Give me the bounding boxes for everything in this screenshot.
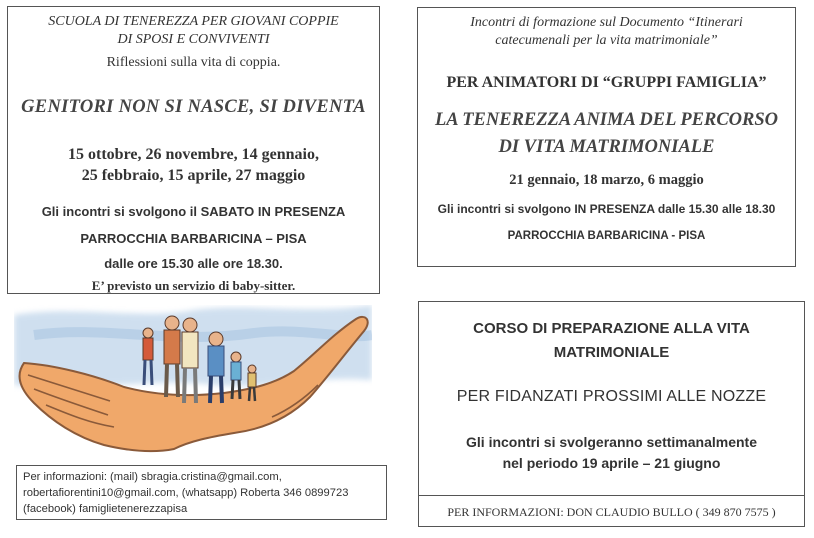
intro-line-2: catecumenali per la vita matrimoniale” bbox=[495, 33, 718, 48]
animators-audience: PER ANIMATORI DI “GRUPPI FAMIGLIA” bbox=[446, 74, 767, 91]
meeting-hours: dalle ore 15.30 alle ore 18.30. bbox=[104, 256, 283, 271]
parenting-title: GENITORI NON SI NASCE, SI DIVENTA bbox=[21, 97, 366, 117]
tenderness-title bbox=[418, 107, 795, 161]
contact-info-box bbox=[16, 465, 387, 520]
school-heading-line-2: DI SPOSI E CONVIVENTI bbox=[117, 32, 270, 47]
parish-location: PARROCCHIA BARBARICINA – PISA bbox=[80, 231, 307, 246]
animators-dates: 21 gennaio, 18 marzo, 6 maggio bbox=[509, 172, 704, 188]
family-group-animators-box bbox=[417, 7, 796, 267]
contact-line-email: Per informazioni: (mail) sbragia.cristina@gmail.com, bbox=[23, 471, 282, 483]
engaged-couples-audience: PER FIDANZATI PROSSIMI ALLE NOZZE bbox=[456, 388, 767, 405]
meeting-day-info: Gli incontri si svolgono il SABATO IN PRESENZA bbox=[41, 204, 346, 219]
school-heading-line-1: SCUOLA DI TENEREZZA PER GIOVANI COPPIE bbox=[48, 14, 339, 29]
contact-line-whatsapp: robertafiorentini10@gmail.com, (whatsapp) Roberta 346 0899723 bbox=[23, 487, 349, 499]
babysitter-note: E’ previsto un servizio di baby-sitter. bbox=[91, 278, 296, 293]
school-subtitle: Riflessioni sulla vita di coppia. bbox=[106, 55, 281, 70]
dates-line-1: 15 ottobre, 26 novembre, 14 gennaio, bbox=[68, 146, 319, 163]
course-title-line-2: MATRIMONIALE bbox=[553, 344, 670, 361]
course-title bbox=[419, 317, 804, 365]
hand-drawing bbox=[14, 305, 372, 453]
training-intro bbox=[418, 14, 795, 50]
family-on-hand-illustration bbox=[14, 305, 372, 453]
marriage-prep-course-box bbox=[418, 301, 805, 527]
animators-parish-location: PARROCCHIA BARBARICINA - PISA bbox=[507, 230, 706, 242]
contact-info-text bbox=[23, 469, 348, 517]
meetings-line-2: nel periodo 19 aprile – 21 giugno bbox=[502, 455, 721, 471]
tenderness-title-line-1: LA TENEREZZA ANIMA DEL PERCORSO bbox=[434, 110, 779, 130]
course-contact: PER INFORMAZIONI: DON CLAUDIO BULLO ( 349 870 7575 ) bbox=[447, 505, 776, 519]
sky-stroke bbox=[34, 331, 372, 337]
divider bbox=[419, 495, 804, 496]
tenderness-title-line-2: DI VITA MATRIMONIALE bbox=[498, 137, 715, 157]
contact-line-facebook: (facebook) famiglietenerezzapisa bbox=[23, 503, 188, 515]
school-of-tenderness-box bbox=[7, 6, 380, 294]
dates-line-2: 25 febbraio, 15 aprile, 27 maggio bbox=[81, 167, 306, 184]
intro-line-1: Incontri di formazione sul Documento “Itinerari bbox=[470, 15, 743, 30]
weekly-meetings-info bbox=[419, 432, 804, 474]
animators-meeting-info: Gli incontri si svolgono IN PRESENZA dalle 15.30 alle 18.30 bbox=[437, 202, 776, 216]
parenting-dates bbox=[8, 144, 379, 186]
meetings-line-1: Gli incontri si svolgeranno settimanalmente bbox=[466, 434, 757, 450]
course-title-line-1: CORSO DI PREPARAZIONE ALLA VITA bbox=[473, 320, 750, 337]
school-heading bbox=[8, 13, 379, 49]
